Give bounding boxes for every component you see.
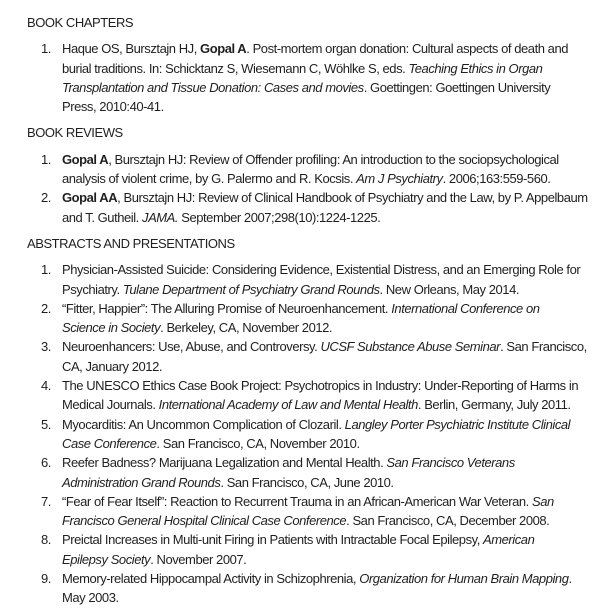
item-number: 7.: [41, 493, 51, 509]
text-run: “Fear of Fear Itself”: Reaction to Recurrent Trauma in an African-American War Veteran.: [62, 493, 533, 509]
reference-line: [62, 492, 582, 511]
text-run: September 2007;298(10):1224-1225.: [178, 209, 381, 225]
item-number: 5.: [41, 416, 51, 432]
reference-line: [62, 569, 582, 588]
sections-container: [27, 13, 588, 608]
text-run: International Academy of Law and Mental Health: [158, 397, 418, 413]
reference-line: [62, 337, 587, 356]
text-run: .: [568, 571, 572, 587]
text-run: Epilepsy Society: [62, 551, 151, 567]
text-run: May 2003.: [62, 590, 119, 606]
text-run: CA, January 2012.: [62, 358, 163, 374]
text-run: . Goettingen: Goettingen University: [363, 79, 551, 95]
reference-line: [62, 395, 582, 414]
text-run: Langley Porter Psychiatric Institute Clinical: [344, 416, 571, 432]
text-run: Press, 2010:40-41.: [62, 99, 164, 115]
reference-line: [62, 78, 582, 97]
text-run: Gopal A: [62, 151, 109, 167]
text-run: . Post-mortem organ donation: Cultural aspects of death and: [246, 41, 569, 57]
text-run: JAMA.: [142, 209, 179, 225]
text-run: “Fitter, Happier”: The Alluring Promise of Neuroenhancement.: [62, 300, 392, 316]
section: [27, 13, 582, 116]
section: [27, 123, 588, 226]
text-run: Psychiatry.: [62, 281, 123, 297]
reference-line: [62, 59, 582, 78]
text-run: . San Francisco, CA, December 2008.: [346, 513, 550, 529]
text-run: American: [483, 532, 535, 548]
text-run: International Conference on: [391, 300, 540, 316]
reference-item: [27, 492, 582, 531]
text-run: San: [532, 493, 554, 509]
reference-line: [62, 530, 582, 549]
reference-line: [62, 39, 582, 58]
text-run: Organization for Human Brain Mapping: [359, 571, 569, 587]
reference-item: [27, 260, 582, 299]
text-run: . San Francisco, CA, November 2010.: [156, 435, 360, 451]
text-run: Gopal A: [200, 41, 247, 57]
reference-line: [62, 97, 582, 116]
item-number: 6.: [41, 455, 51, 471]
text-run: Physician-Assisted Suicide: Considering Evidence, Existential Distress, and an Emerging Role for: [62, 262, 581, 278]
text-run: . November 2007.: [150, 551, 247, 567]
item-number: 1.: [41, 151, 51, 167]
reference-line: [62, 280, 582, 299]
reference-line: [62, 473, 582, 492]
reference-line: [62, 169, 582, 188]
reference-item: [27, 39, 582, 116]
reference-line: [62, 260, 582, 279]
text-run: Neuroenhancers: Use, Abuse, and Controversy.: [62, 339, 321, 355]
text-run: Case Conference: [62, 435, 157, 451]
text-run: . San Francisco,: [500, 339, 587, 355]
reference-line: [62, 318, 582, 337]
reference-line: [62, 357, 582, 376]
text-run: . New Orleans, May 2014.: [379, 281, 520, 297]
reference-item: [27, 415, 582, 454]
text-run: San Francisco Veterans: [386, 455, 515, 471]
text-run: . Berkeley, CA, November 2012.: [160, 320, 333, 336]
text-run: Haque OS, Bursztajn HJ,: [62, 41, 201, 57]
reference-line: [62, 299, 582, 318]
text-run: Tulane Department of Psychiatry Grand Rounds: [122, 281, 380, 297]
reference-list: [27, 260, 587, 607]
reference-line: [62, 150, 582, 169]
text-run: Reefer Badness? Marijuana Legalization and Mental Health.: [62, 455, 387, 471]
text-run: Medical Journals.: [62, 397, 159, 413]
item-number: 1.: [41, 262, 51, 278]
section-heading: BOOK CHAPTERS: [27, 15, 134, 30]
reference-item: [27, 150, 582, 189]
text-run: Memory-related Hippocampal Activity in Schizophrenia,: [62, 571, 360, 587]
item-number: 4.: [41, 378, 51, 394]
reference-list: [27, 150, 588, 227]
text-run: . 2006;163:559-560.: [442, 171, 551, 187]
reference-line: [62, 511, 582, 530]
item-number: 1.: [41, 41, 51, 57]
text-run: Administration Grand Rounds: [62, 474, 221, 490]
item-number: 9.: [41, 571, 51, 587]
reference-line: [62, 208, 582, 227]
text-run: Francisco General Hospital Clinical Case Conference: [62, 513, 347, 529]
reference-line: [62, 415, 582, 434]
text-run: . San Francisco, CA, June 2010.: [220, 474, 394, 490]
section: [27, 234, 587, 608]
reference-item: [27, 376, 582, 415]
reference-item: [27, 299, 582, 338]
reference-line: [62, 376, 582, 395]
text-run: Myocarditis: An Uncommon Complication of Clozaril.: [62, 416, 345, 432]
reference-list: [27, 39, 582, 116]
text-run: and T. Gutheil.: [62, 209, 143, 225]
item-number: 2.: [41, 190, 51, 206]
text-run: analysis of violent crime, by G. Palermo and R. Kocsis.: [62, 171, 357, 187]
text-run: The UNESCO Ethics Case Book Project: Psychotropics in Industry: Under-Reporting of Harms in: [62, 378, 579, 394]
reference-item: [27, 453, 582, 492]
reference-item: [27, 530, 582, 569]
reference-line: [62, 588, 582, 607]
item-number: 3.: [41, 339, 51, 355]
text-run: , Bursztajn HJ: Review of Clinical Handbook of Psychiatry and the Law, by P. Appelbaum: [117, 190, 588, 206]
section-heading: ABSTRACTS AND PRESENTATIONS: [27, 235, 235, 251]
reference-line: [62, 434, 582, 453]
item-number: 2.: [41, 300, 51, 316]
text-run: Teaching Ethics in Organ: [408, 60, 543, 76]
reference-line: [62, 550, 582, 569]
text-run: Preictal Increases in Multi-unit Firing in Patients with Intractable Focal Epilepsy,: [62, 532, 484, 548]
text-run: Transplantation and Tissue Donation: Cases and movies: [62, 79, 364, 95]
text-run: UCSF Substance Abuse Seminar: [320, 339, 501, 355]
item-number: 8.: [41, 532, 51, 548]
reference-line: [62, 453, 582, 472]
text-run: Am J Psychiatry: [356, 171, 443, 187]
reference-item: [27, 337, 587, 376]
reference-item: [27, 188, 588, 227]
reference-item: [27, 569, 582, 608]
text-run: burial traditions. In: Schicktanz S, Wiesemann C, Wöhlke S, eds.: [62, 60, 409, 76]
text-run: , Bursztajn HJ: Review of Offender profiling: An introduction to the sociopsychological: [108, 151, 559, 167]
reference-line: [62, 188, 588, 207]
text-run: . Berlin, Germany, July 2011.: [417, 397, 571, 413]
text-run: Science in Society: [62, 320, 161, 336]
text-run: Gopal AA: [62, 190, 118, 206]
section-heading: BOOK REVIEWS: [27, 125, 123, 141]
